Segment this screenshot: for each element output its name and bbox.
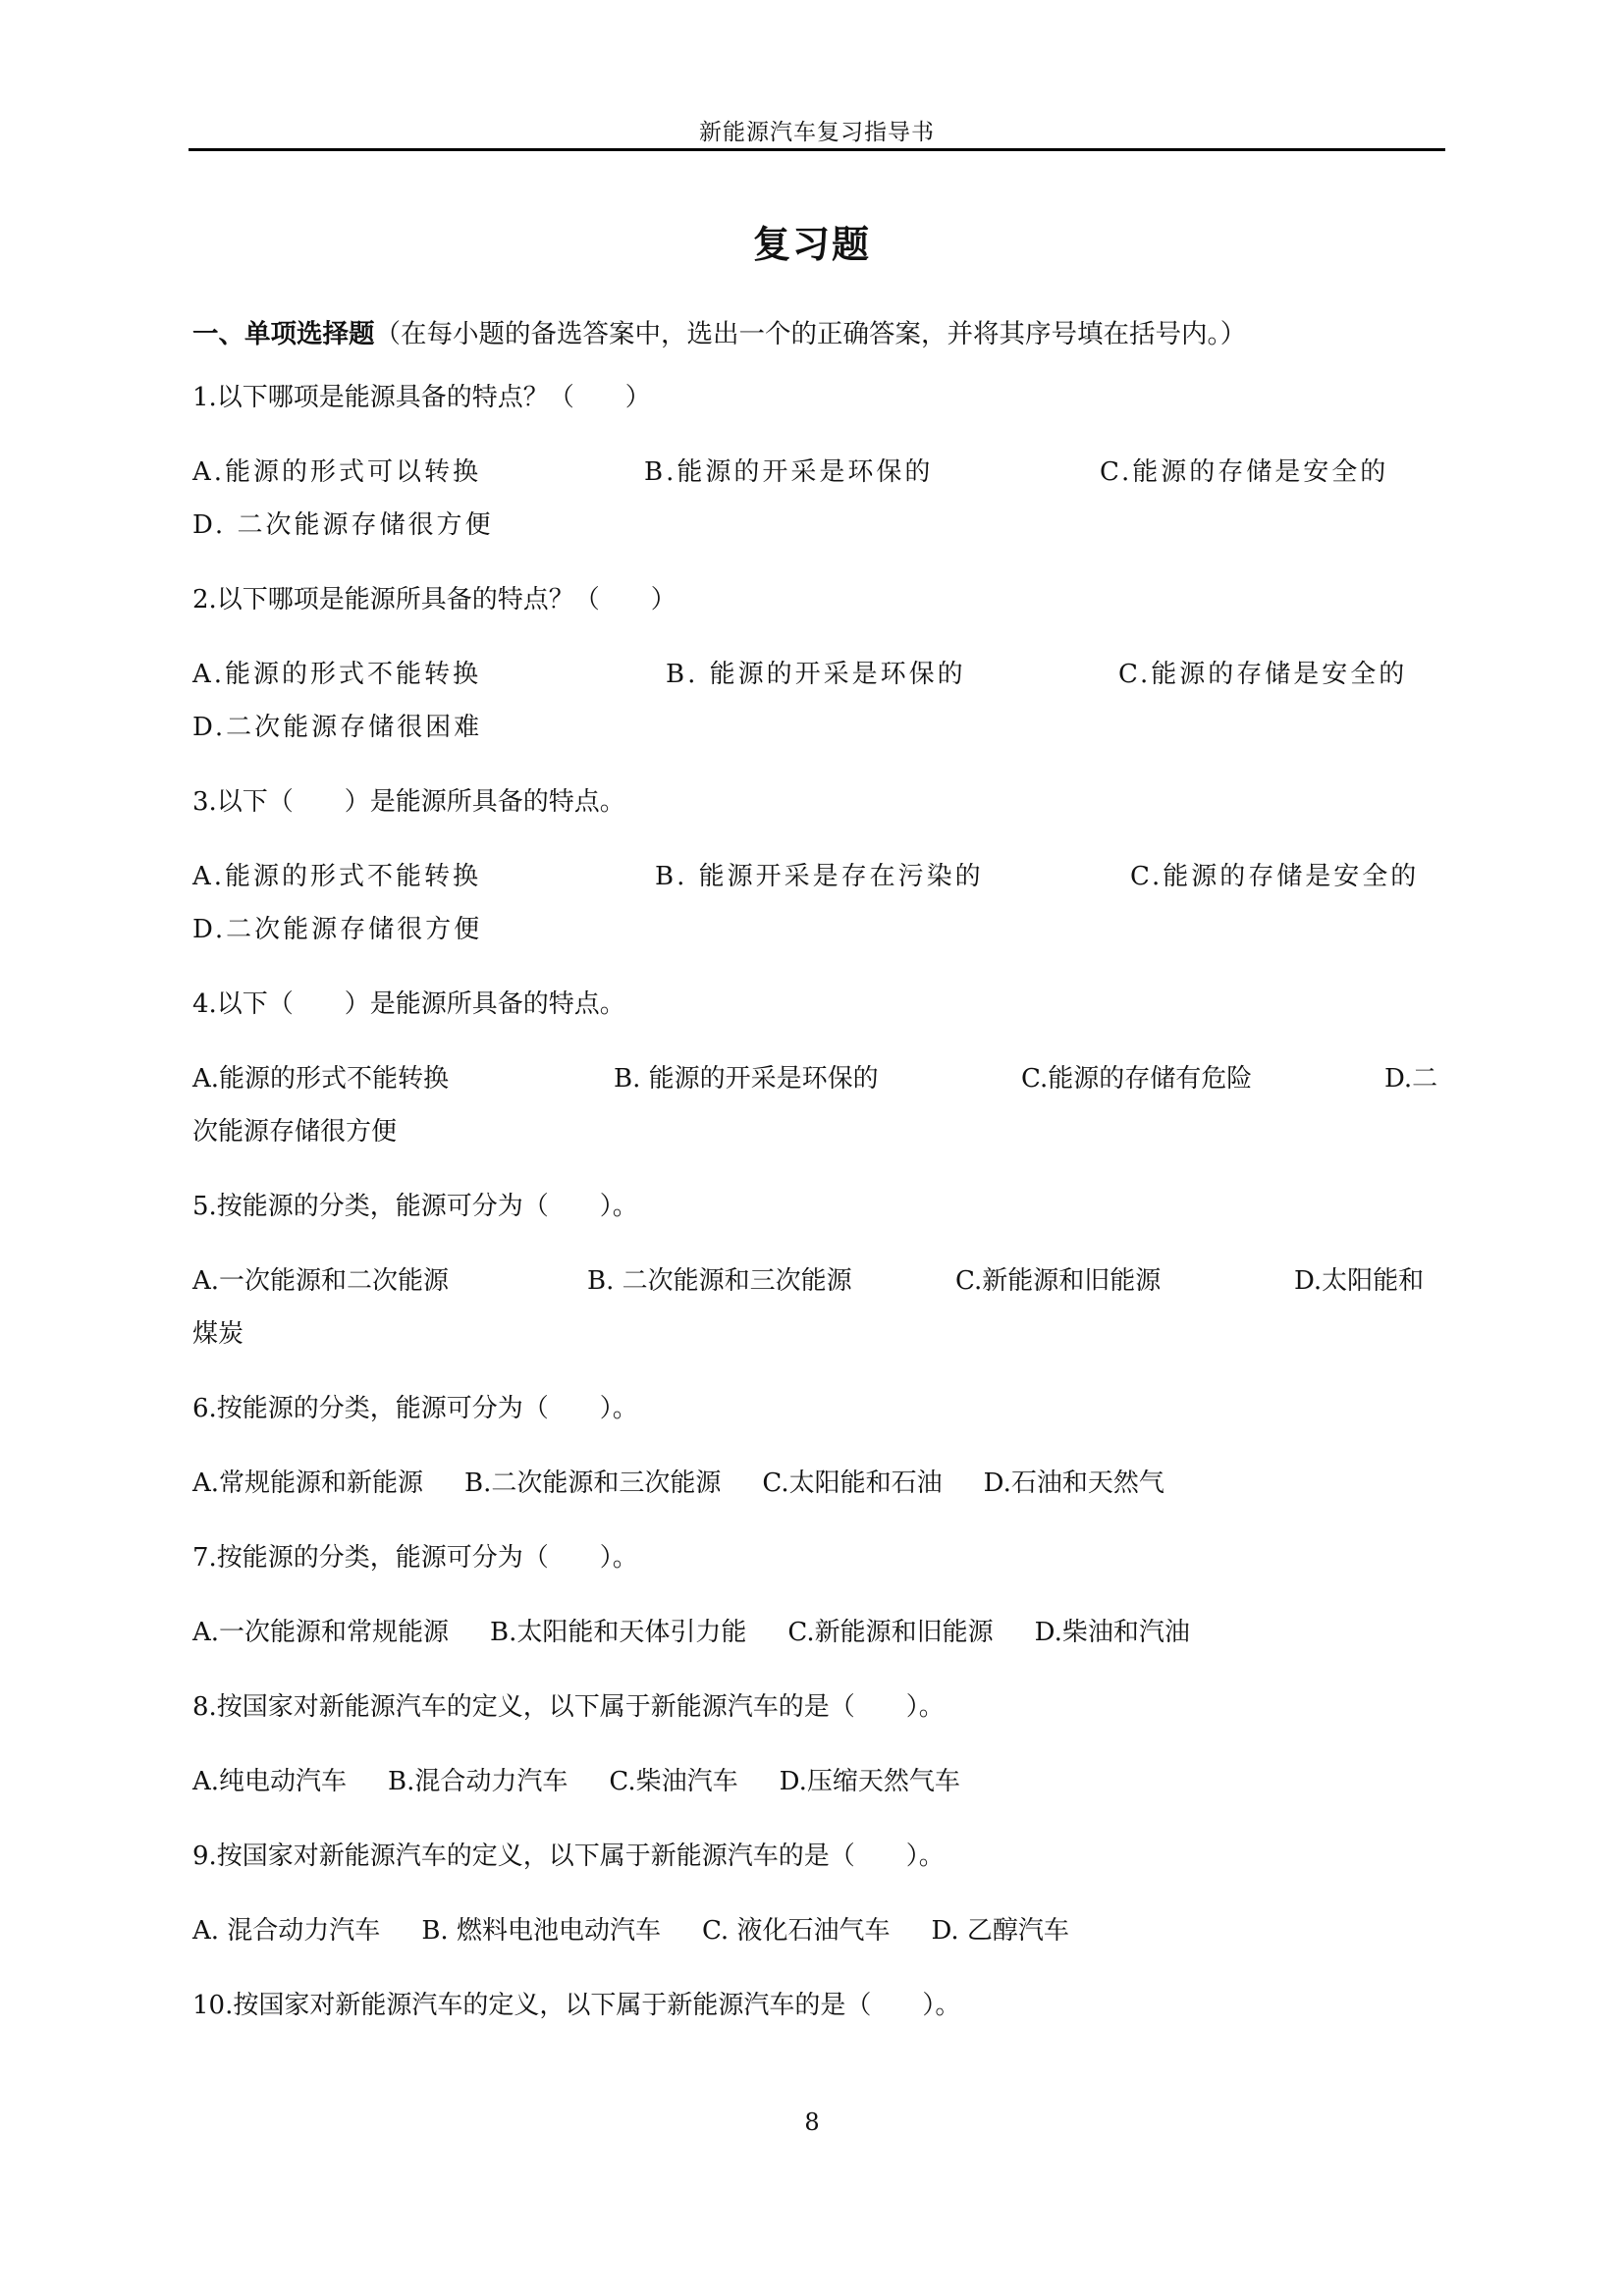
- section-instruction: （在每小题的备选答案中，选出一个的正确答案，并将其序号填在括号内。）: [374, 319, 1247, 349]
- page-number: 8: [804, 2109, 820, 2136]
- option-c: C.能源的存储有危险: [1021, 1064, 1253, 1094]
- option-d: D.太阳能和煤炭: [192, 1266, 1425, 1349]
- option-c: C.柴油汽车: [609, 1767, 738, 1796]
- option-d: D.二次能源存储很方便: [192, 915, 483, 944]
- option-c: C.太阳能和石油: [762, 1468, 943, 1498]
- question-stem: 8.按国家对新能源汽车的定义，以下属于新能源汽车的是（ ）。: [192, 1692, 945, 1722]
- section-heading: [192, 312, 1459, 350]
- option-c: C.能源的存储是安全的: [1100, 457, 1389, 487]
- option-a: A.一次能源和常规能源: [192, 1618, 450, 1647]
- option-b: B.混合动力汽车: [388, 1767, 568, 1796]
- option-list: [192, 1755, 1447, 1830]
- question-stem: 4.以下（ ）是能源所具备的特点。: [192, 989, 625, 1019]
- option-c: C.新能源和旧能源: [787, 1618, 994, 1647]
- option-b: B. 能源的开采是环保的: [614, 1064, 879, 1094]
- option-b: B. 二次能源和三次能源: [587, 1266, 852, 1296]
- question-stem: 7.按能源的分类，能源可分为（ ）。: [192, 1543, 638, 1573]
- option-list: [192, 850, 1447, 978]
- option-a: A.能源的形式不能转换: [192, 660, 482, 689]
- option-d: D.二次能源存储很方便: [192, 1064, 1438, 1147]
- option-d: D.柴油和汽油: [1034, 1618, 1190, 1647]
- option-d: D. 二次能源存储很方便: [192, 510, 494, 540]
- question-list: [192, 371, 1447, 2054]
- option-a: A.能源的形式不能转换: [192, 862, 482, 891]
- option-d: D.压缩天然气车: [779, 1767, 960, 1796]
- option-b: B.能源的开采是环保的: [644, 457, 934, 487]
- option-a: A.一次能源和二次能源: [192, 1266, 450, 1296]
- page-title: 复习题: [752, 223, 871, 266]
- option-list: [192, 1255, 1447, 1382]
- option-list: [192, 1457, 1447, 1531]
- option-list: [192, 1606, 1447, 1681]
- option-b: B.二次能源和三次能源: [464, 1468, 722, 1498]
- option-c: C.新能源和旧能源: [955, 1266, 1162, 1296]
- question-stem: 2.以下哪项是能源所具备的特点？（ ）: [192, 585, 677, 614]
- option-list: [192, 648, 1447, 775]
- option-c: C. 液化石油气车: [701, 1916, 891, 1946]
- header-divider: [189, 148, 1445, 151]
- question-stem: 3.以下（ ）是能源所具备的特点。: [192, 787, 625, 817]
- option-list: [192, 446, 1447, 573]
- running-header: 新能源汽车复习指导书: [699, 120, 935, 145]
- option-a: A. 混合动力汽车: [192, 1916, 381, 1946]
- option-c: C.能源的存储是安全的: [1118, 660, 1408, 689]
- option-d: D. 乙醇汽车: [931, 1916, 1069, 1946]
- option-b: B.太阳能和天体引力能: [490, 1618, 747, 1647]
- question-stem: 5.按能源的分类，能源可分为（ ）。: [192, 1192, 638, 1221]
- section-number-label: 一、单项选择题: [192, 319, 375, 349]
- option-a: A.纯电动汽车: [192, 1767, 348, 1796]
- option-list: [192, 1052, 1447, 1180]
- option-c: C.能源的存储是安全的: [1130, 862, 1420, 891]
- option-d: D.二次能源存储很困难: [192, 713, 483, 742]
- option-b: B. 燃料电池电动汽车: [421, 1916, 661, 1946]
- question-stem: 6.按能源的分类，能源可分为（ ）。: [192, 1394, 638, 1423]
- question-stem: 9.按国家对新能源汽车的定义，以下属于新能源汽车的是（ ）。: [192, 1842, 945, 1871]
- option-b: B. 能源的开采是环保的: [666, 660, 966, 689]
- option-a: A.能源的形式不能转换: [192, 1064, 450, 1094]
- question-stem: 1.以下哪项是能源具备的特点？（ ）: [192, 383, 651, 412]
- option-d: D.石油和天然气: [983, 1468, 1164, 1498]
- question-stem: 10.按国家对新能源汽车的定义，以下属于新能源汽车的是（ ）。: [192, 1991, 961, 2020]
- option-list: [192, 1904, 1447, 1979]
- option-a: A.常规能源和新能源: [192, 1468, 424, 1498]
- option-b: B. 能源开采是存在污染的: [655, 862, 984, 891]
- option-a: A.能源的形式可以转换: [192, 457, 482, 487]
